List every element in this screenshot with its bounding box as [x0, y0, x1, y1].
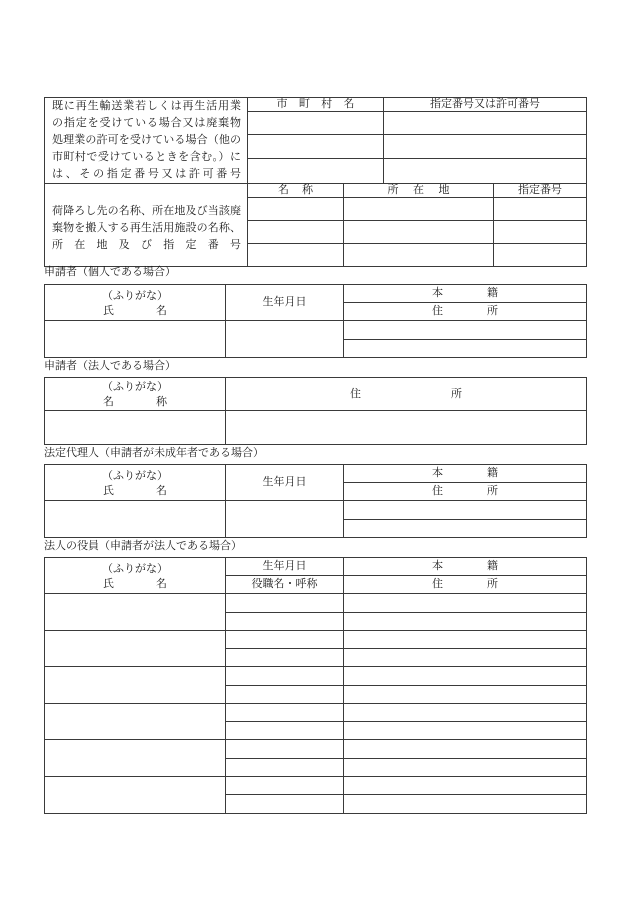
officer-position-cell — [226, 722, 344, 740]
officer-position-cell — [226, 649, 344, 667]
officer-birthdate-cell — [226, 594, 344, 613]
applicant-corporate-table — [44, 377, 587, 445]
officer-name-cell — [45, 667, 226, 704]
officer-name-cell — [45, 631, 226, 667]
representative-name-cell — [45, 501, 226, 538]
facility-location-cell — [344, 198, 494, 221]
name-header — [45, 558, 226, 594]
license-and-unloading-table — [44, 97, 587, 267]
municipality-cell — [248, 159, 384, 184]
birthdate-header: 生年月日 — [226, 285, 344, 321]
furigana-label: （ふりがな） — [102, 562, 168, 575]
address-header — [344, 303, 587, 321]
designation-number-header: 指定番号 — [494, 184, 587, 198]
facility-name-cell — [248, 198, 344, 221]
officer-name-cell — [45, 740, 226, 777]
applicant-name-cell — [45, 321, 226, 358]
officer-position-cell — [226, 686, 344, 704]
description-line: は、その指定番号又は許可番号 — [52, 168, 241, 180]
officer-position-cell — [226, 759, 344, 777]
furigana-label: （ふりがな） — [102, 381, 168, 393]
description-line: 荷降ろし先の名称、所在地及び当該廃 — [52, 204, 241, 217]
officer-birthdate-cell — [226, 631, 344, 649]
officer-address-cell — [344, 722, 587, 740]
officer-name-cell — [45, 594, 226, 631]
facility-location-cell — [344, 221, 494, 244]
address-label: 住所 — [432, 305, 498, 317]
facility-location-header-label: 所在地 — [387, 184, 450, 196]
corporate-name-cell — [45, 411, 226, 445]
domicile-header — [344, 285, 587, 303]
prior-license-description — [45, 98, 248, 184]
unloading-description — [45, 184, 248, 267]
designation-number-cell — [494, 221, 587, 244]
officer-domicile-cell — [344, 704, 587, 722]
address-header — [344, 576, 587, 594]
corporate-address-label: 住所 — [350, 387, 462, 400]
description-line: 既に再生輸送業若しくは再生活用業 — [52, 100, 241, 112]
position-header: 役職名・呼称 — [226, 576, 344, 594]
officer-birthdate-cell — [226, 740, 344, 759]
legal-representative-table — [44, 464, 587, 538]
corporate-officers-heading: 法人の役員（申請者が法人である場合） — [44, 540, 242, 552]
license-number-cell — [384, 112, 587, 135]
name-header — [45, 465, 226, 501]
officer-name-cell — [45, 777, 226, 814]
domicile-label: 本籍 — [432, 467, 498, 479]
domicile-label: 本籍 — [432, 287, 498, 299]
furigana-label: （ふりがな） — [102, 469, 168, 482]
officer-address-cell — [344, 795, 587, 814]
officer-birthdate-cell — [226, 704, 344, 722]
officer-address-cell — [344, 649, 587, 667]
name-header — [45, 285, 226, 321]
description-line: 市町村で受けているときを含む。）に — [52, 151, 241, 163]
name-label: 氏名 — [103, 304, 167, 317]
name-label: 氏名 — [103, 577, 167, 590]
furigana-label: （ふりがな） — [102, 289, 168, 302]
municipality-header — [248, 98, 384, 112]
officer-domicile-cell — [344, 594, 587, 613]
corporate-officers-table — [44, 557, 587, 814]
birthdate-header: 生年月日 — [226, 465, 344, 501]
domicile-label: 本籍 — [432, 560, 498, 572]
designation-number-cell — [494, 244, 587, 267]
officer-birthdate-cell — [226, 777, 344, 795]
facility-location-cell — [344, 244, 494, 267]
address-label: 住所 — [432, 485, 498, 497]
description-line: 棄物を搬入する再生活用施設の名称、 — [52, 221, 241, 234]
corporate-address-header — [226, 378, 587, 411]
applicant-corporate-heading: 申請者（法人である場合） — [44, 360, 176, 372]
description-line: の指定を受けている場合又は廃棄物 — [52, 117, 241, 129]
facility-name-header — [248, 184, 344, 198]
officer-domicile-cell — [344, 740, 587, 759]
facility-name-cell — [248, 244, 344, 267]
license-number-cell — [384, 159, 587, 184]
municipality-cell — [248, 135, 384, 159]
officer-birthdate-cell — [226, 667, 344, 686]
name-label: 氏名 — [103, 484, 167, 497]
license-number-header: 指定番号又は許可番号 — [384, 98, 587, 112]
municipality-header-label: 市町村名 — [276, 98, 355, 110]
representative-domicile-cell — [344, 501, 587, 520]
officer-position-cell — [226, 613, 344, 631]
applicant-birthdate-cell — [226, 321, 344, 358]
officer-domicile-cell — [344, 667, 587, 686]
domicile-header — [344, 558, 587, 576]
license-number-cell — [384, 135, 587, 159]
description-line: 処理業の許可を受けている場合（他の — [52, 134, 241, 146]
officer-address-cell — [344, 613, 587, 631]
municipality-cell — [248, 112, 384, 135]
applicant-address-cell — [344, 340, 587, 358]
corporate-name-header — [45, 378, 226, 411]
address-header — [344, 483, 587, 501]
officer-position-cell — [226, 795, 344, 814]
corporate-name-label: 名称 — [103, 396, 167, 408]
officer-address-cell — [344, 686, 587, 704]
corporate-address-cell — [226, 411, 587, 445]
applicant-domicile-cell — [344, 321, 587, 340]
domicile-header — [344, 465, 587, 483]
officer-name-cell — [45, 704, 226, 740]
description-line: 所在地及び指定番号 — [52, 238, 241, 251]
address-label: 住所 — [432, 578, 498, 590]
applicant-individual-heading: 申請者（個人である場合） — [44, 266, 176, 278]
officer-domicile-cell — [344, 631, 587, 649]
officer-domicile-cell — [344, 777, 587, 795]
officer-address-cell — [344, 759, 587, 777]
applicant-individual-table — [44, 284, 587, 358]
designation-number-cell — [494, 198, 587, 221]
facility-name-header-label: 名称 — [278, 184, 313, 196]
facility-location-header — [344, 184, 494, 198]
facility-name-cell — [248, 221, 344, 244]
legal-representative-heading: 法定代理人（申請者が未成年者である場合） — [44, 447, 264, 459]
birthdate-header: 生年月日 — [226, 558, 344, 576]
representative-birthdate-cell — [226, 501, 344, 538]
representative-address-cell — [344, 520, 587, 538]
